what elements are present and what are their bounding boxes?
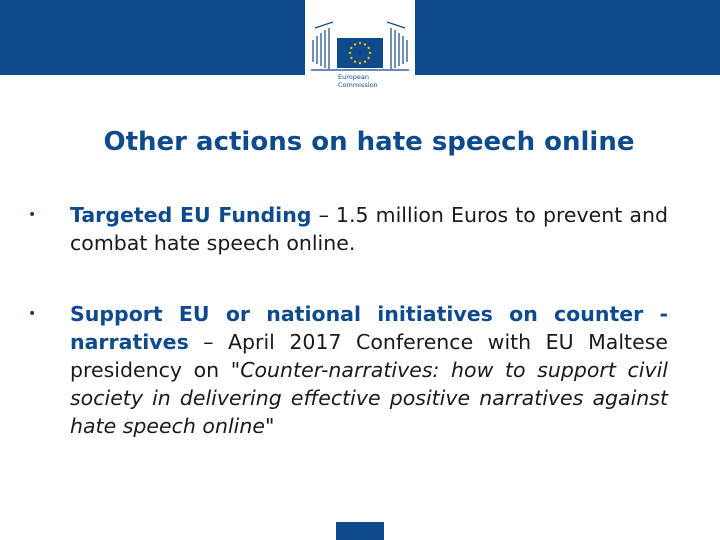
slide-title: Other actions on hate speech online xyxy=(103,127,635,157)
logo-line-1: European xyxy=(338,73,369,81)
bullet-dot: • xyxy=(28,306,37,322)
footer-bar xyxy=(336,522,384,540)
bullet-dot: • xyxy=(28,207,37,223)
bullet-quote-close: " xyxy=(264,414,275,438)
bullet-text: – 1.5 million Euros to prevent and combat hate speech online. xyxy=(70,203,668,255)
european-commission-logo xyxy=(305,0,415,100)
bullet-lead: Targeted EU Funding xyxy=(70,203,312,227)
bullet-text: – April 2017 Conference with EU Maltese presidency on " xyxy=(70,330,668,382)
bullet-lead: Support EU or national initiatives on counter -narratives xyxy=(70,302,668,354)
logo-caption xyxy=(338,73,378,89)
bullet-item-funding xyxy=(28,201,668,257)
bullet-item-counter-narratives xyxy=(28,300,668,440)
logo-line-2: Commission xyxy=(338,81,378,89)
bullet-quote: Counter-narratives: how to support civil society in delivering effective positive narratives against hate speech online xyxy=(70,358,668,438)
